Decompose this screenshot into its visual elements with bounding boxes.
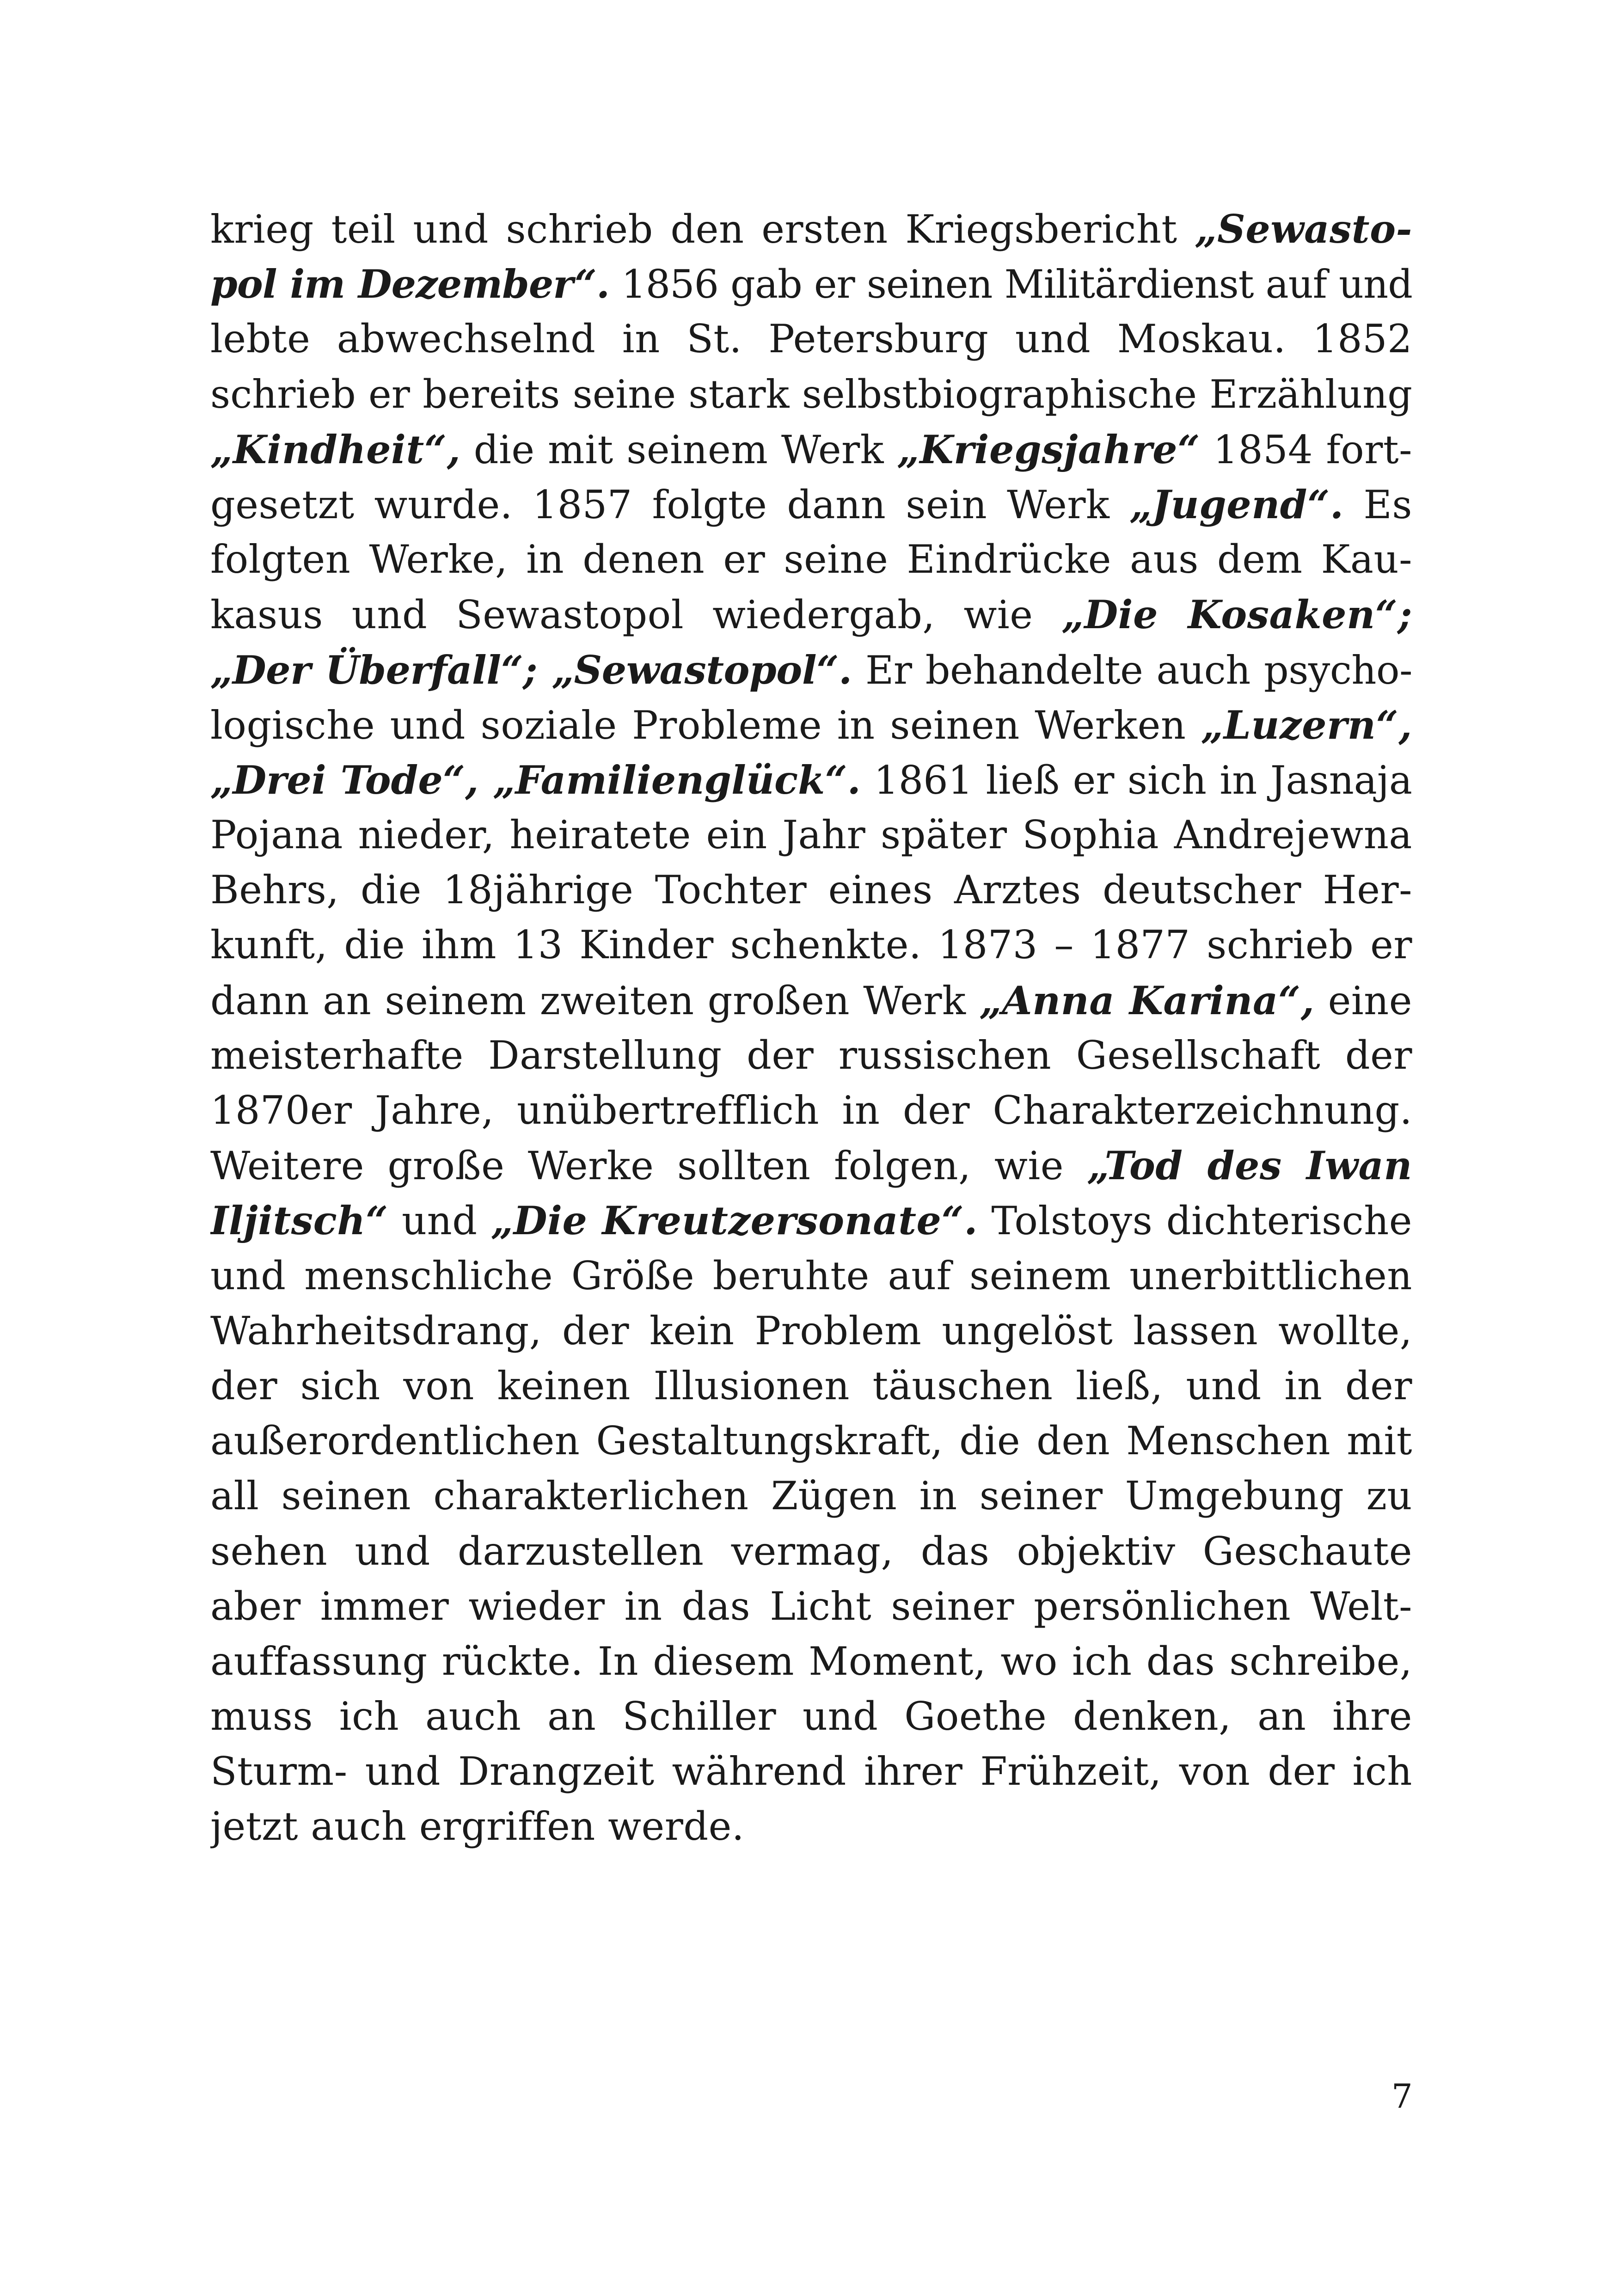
- text-segment: kunft, die ihm 13 Kinder schenkte. 1873 – 1877 schrieb er: [210, 922, 1412, 968]
- text-line: [210, 863, 1412, 918]
- work-title: „Der Überfall“; „Sewastopol“.: [210, 647, 852, 693]
- work-title: „Sewasto-: [1195, 206, 1412, 252]
- text-line: [210, 257, 1412, 312]
- text-line: [210, 1083, 1412, 1138]
- text-segment: auffassung rückte. In diesem Moment, wo ich das schreibe,: [210, 1638, 1412, 1684]
- text-line: [210, 1799, 1412, 1854]
- text-segment: kasus und Sewastopol wiedergab, wie: [210, 592, 1062, 638]
- text-segment: die mit seinem Werk: [460, 427, 897, 472]
- work-title: „Anna Karina“,: [979, 977, 1315, 1023]
- text-line: [210, 918, 1412, 973]
- text-segment: Er behandelte auch psycho-: [852, 647, 1412, 693]
- work-title: „Drei Tode“, „Familienglück“.: [210, 757, 861, 803]
- work-title: „Jugend“.: [1129, 481, 1344, 527]
- text-line: [210, 312, 1412, 367]
- text-line: [210, 1579, 1412, 1634]
- text-segment: und menschliche Größe beruhte auf seinem unerbittlichen: [210, 1253, 1412, 1298]
- work-title: „Die Kreutzersonate“.: [490, 1198, 978, 1244]
- text-segment: meisterhafte Darstellung der russischen Gesellschaft der: [210, 1032, 1412, 1078]
- work-title: „Kindheit“,: [210, 426, 461, 472]
- text-segment: und: [388, 1198, 491, 1244]
- text-segment: all seinen charakterlichen Zügen in seiner Umgebung zu: [210, 1473, 1412, 1519]
- text-segment: eine: [1314, 978, 1412, 1023]
- text-segment: gesetzt wurde. 1857 folgte dann sein Werk: [210, 482, 1130, 527]
- text-line: [210, 698, 1412, 753]
- text-segment: 1861 ließ er sich in Jasnaja: [860, 757, 1412, 803]
- text-line: [210, 1138, 1412, 1193]
- work-title: „Luzern“,: [1201, 702, 1412, 748]
- text-segment: lebte abwechselnd in St. Petersburg und Moskau. 1852: [210, 316, 1412, 362]
- text-line: [210, 202, 1412, 257]
- text-line: [210, 1028, 1412, 1083]
- page-number: 7: [1391, 2077, 1413, 2116]
- text-segment: jetzt auch ergriffen werde.: [210, 1804, 745, 1849]
- text-line: [210, 1744, 1412, 1799]
- text-line: [210, 422, 1412, 477]
- text-line: [210, 1414, 1412, 1469]
- text-segment: Weitere große Werke sollten folgen, wie: [210, 1143, 1087, 1189]
- text-segment: aber immer wieder in das Licht seiner persönlichen Welt-: [210, 1583, 1412, 1629]
- text-segment: Pojana nieder, heiratete ein Jahr später Sophia Andrejewna: [210, 812, 1412, 858]
- text-segment: Sturm- und Drangzeit während ihrer Frühzeit, von der ich: [210, 1749, 1412, 1794]
- text-line: [210, 1634, 1412, 1689]
- text-segment: schrieb er bereits seine stark selbstbiographische Erzählung: [210, 371, 1412, 417]
- text-segment: muss ich auch an Schiller und Goethe denken, an ihre: [210, 1694, 1412, 1739]
- work-title: pol im Dezember“.: [210, 261, 610, 307]
- body-text: [210, 202, 1412, 1855]
- text-line: [210, 1304, 1412, 1359]
- text-segment: 1870er Jahre, unübertrefflich in der Charakterzeichnung.: [210, 1088, 1412, 1133]
- text-line: [210, 753, 1412, 808]
- text-segment: sehen und darzustellen vermag, das objektiv Geschaute: [210, 1528, 1412, 1574]
- text-line: [210, 367, 1412, 422]
- text-line: [210, 973, 1412, 1028]
- text-segment: Tolstoys dichterische: [978, 1198, 1412, 1244]
- text-line: [210, 1249, 1412, 1304]
- work-title: „Tod des Iwan: [1087, 1143, 1412, 1189]
- text-segment: außerordentlichen Gestaltungskraft, die den Menschen mit: [210, 1418, 1412, 1464]
- text-line: [210, 1689, 1412, 1744]
- text-line: [210, 1469, 1412, 1524]
- text-line: [210, 1524, 1412, 1579]
- work-title: „Kriegsjahre“: [897, 426, 1200, 472]
- text-line: [210, 587, 1412, 642]
- text-segment: 1854 fort-: [1200, 427, 1412, 472]
- text-line: [210, 477, 1412, 532]
- text-line: [210, 643, 1412, 698]
- text-segment: 1856 gab er seinen Militärdienst auf und: [609, 262, 1412, 307]
- work-title: „Die Kosaken“;: [1061, 592, 1412, 638]
- text-segment: der sich von keinen Illusionen täuschen ließ, und in der: [210, 1363, 1412, 1408]
- text-segment: Wahrheitsdrang, der kein Problem ungelöst lassen wollte,: [210, 1308, 1412, 1353]
- text-line: [210, 1193, 1412, 1248]
- text-line: [210, 808, 1412, 863]
- text-line: [210, 532, 1412, 587]
- text-segment: dann an seinem zweiten großen Werk: [210, 978, 980, 1023]
- text-segment: logische und soziale Probleme in seinen Werken: [210, 702, 1201, 748]
- text-line: [210, 1359, 1412, 1414]
- text-segment: Es: [1343, 482, 1412, 527]
- text-segment: folgten Werke, in denen er seine Eindrücke aus dem Kau-: [210, 537, 1412, 582]
- work-title: Iljitsch“: [210, 1198, 388, 1244]
- text-segment: Behrs, die 18jährige Tochter eines Arztes deutscher Her-: [210, 867, 1412, 913]
- text-segment: krieg teil und schrieb den ersten Kriegsbericht: [210, 207, 1195, 252]
